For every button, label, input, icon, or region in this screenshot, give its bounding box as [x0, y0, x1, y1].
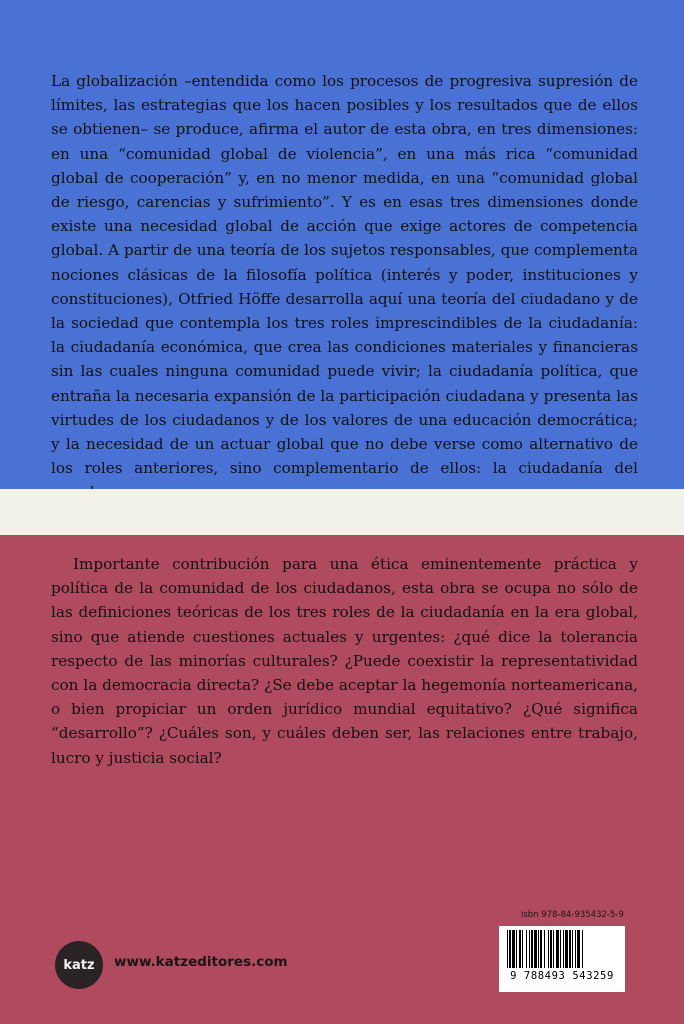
barcode-bar — [560, 930, 561, 968]
barcode-bar — [575, 930, 576, 968]
barcode-bar — [507, 930, 508, 968]
logo-text: katz — [63, 957, 95, 973]
barcode-bar — [538, 930, 539, 968]
contribution-paragraph: Importante contribución para una ética eminentemente práctica y política de la comunidad de los ciudadanos, esta obra se ocupa no sólo de las definiciones teóricas de los tres roles de la ciudadanía en la era global, sino que atiende cuestiones actuales y urgentes: ¿qué dice la tolerancia respecto de las minorías culturales? ¿Puede coexistir la representatividad con la democracia directa? ¿Se debe aceptar la hegemonía norteamericana, o bien propiciar un orden jurídico mundial equitativo? ¿Qué significa “desarrollo”? ¿Cuáles son, y cuáles deben ser, las relaciones entre trabajo, lucro y justicia social? — [51, 555, 638, 767]
barcode-bar — [531, 930, 533, 968]
barcode-number: 9 788493 543259 — [510, 970, 614, 982]
barcode-bar — [509, 930, 511, 968]
cream-stripe — [0, 489, 684, 535]
barcode-bar — [534, 930, 537, 968]
barcode-bar — [526, 930, 527, 968]
barcode-bar — [553, 930, 554, 968]
barcode-bar — [550, 930, 552, 968]
barcode-bar — [544, 930, 545, 968]
barcode-bar — [569, 930, 571, 968]
isbn-label: isbn 978-84-935432-5-9 — [521, 910, 624, 920]
barcode-bar — [563, 930, 564, 968]
barcode-bar — [577, 930, 580, 968]
website-link[interactable]: www.katzeditores.com — [114, 954, 288, 970]
barcode-bar — [519, 930, 521, 968]
barcode-bar — [522, 930, 523, 968]
barcode-bar — [548, 930, 549, 968]
barcode-bar — [529, 930, 530, 968]
barcode-bar — [516, 930, 517, 968]
barcode-bar — [512, 930, 515, 968]
katz-logo — [55, 941, 103, 989]
barcode-bars — [499, 926, 625, 972]
description-paragraph: La globalización –entendida como los procesos de progresiva supresión de límites, las estrategias que los hacen posibles y los resultados que de ellos se obtienen– se produce, afirma el autor de esta obra, en tres dimensiones: en una “comunidad global de violencia”, en una más rica “comunidad global de cooperación” y, en no menor medida, en una “comunidad global de riesgo, carencias y sufrimiento”. Y es en esas tres dimensiones donde existe una necesidad global de acción que exige actores de competencia global. A partir de una teoría de los sujetos responsables, que complementa nociones clásicas de la filosofía política (interés y poder, instituciones y constituciones), Otfried Höffe desarrolla aquí una teoría del ciudadano y de la sociedad que contempla los tres roles imprescindibles de la ciudadanía: la ciudadanía económica, que crea las condiciones materiales y financieras sin las cuales ninguna comunidad puede vivir; la ciudadanía política, que entraña la necesaria expansión de la participación ciudadana y presenta las virtudes de los ciudadanos y de los valores de una educación democrática; y la necesidad de un actuar global que no debe verse como alternativo de los roles anteriores, sino complementario de ellos: la ciudadanía del — [51, 72, 638, 478]
barcode-bar — [556, 930, 559, 968]
barcode — [499, 926, 625, 992]
blue-panel — [0, 0, 684, 489]
barcode-bar — [565, 930, 568, 968]
barcode-bar — [540, 930, 542, 968]
barcode-bar — [572, 930, 573, 968]
barcode-bar — [582, 930, 583, 968]
